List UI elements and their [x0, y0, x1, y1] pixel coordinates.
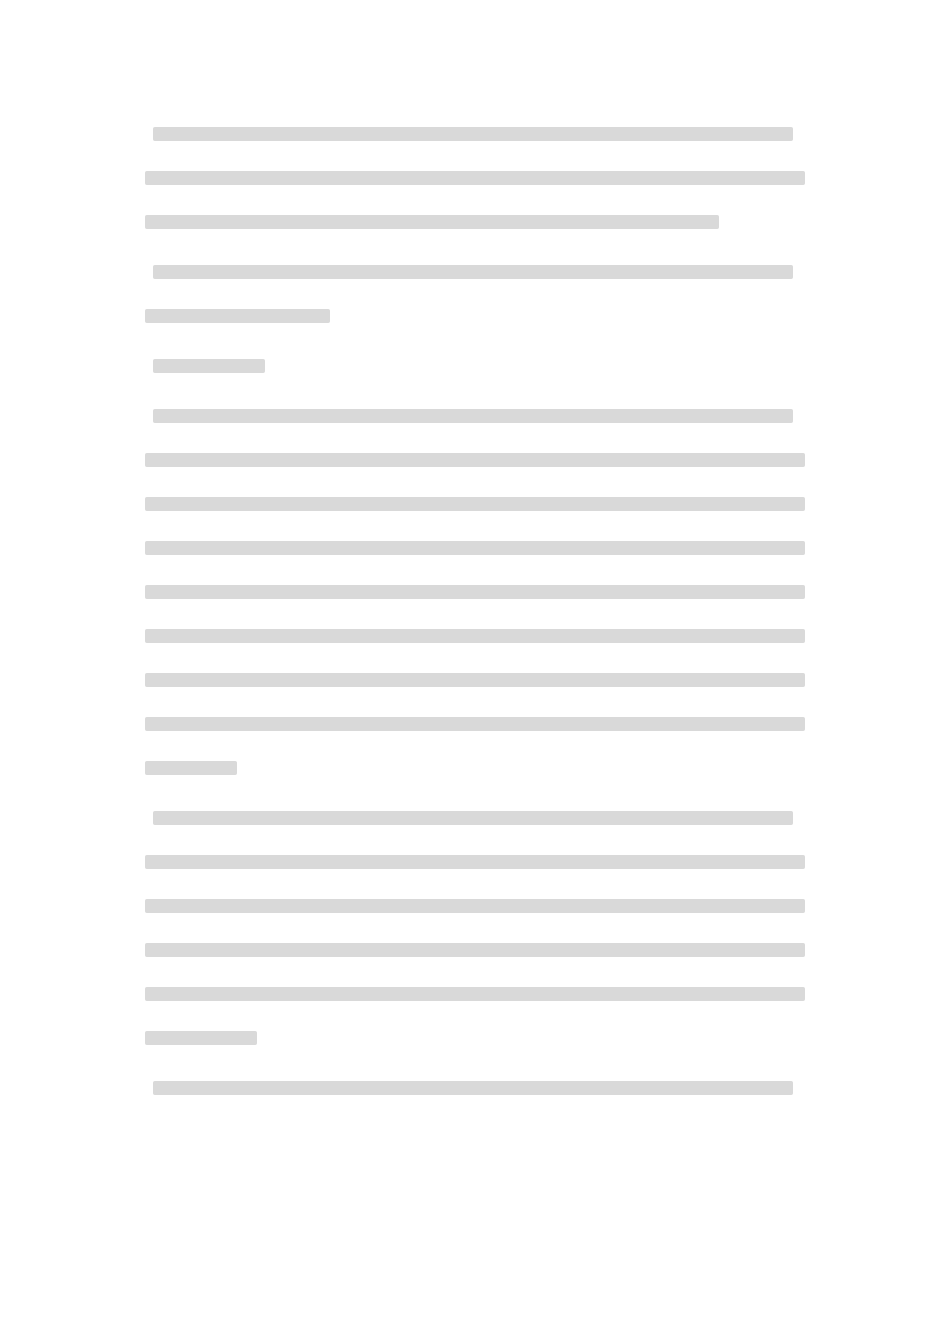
text-line — [145, 1067, 805, 1111]
paragraph-step-one — [145, 113, 805, 245]
text-line — [145, 483, 805, 527]
paragraph-item-two — [145, 797, 805, 1061]
paragraph-step-two — [145, 251, 805, 339]
text-line — [145, 747, 805, 791]
text-line — [145, 439, 805, 483]
text-line — [145, 201, 805, 245]
text-line — [145, 885, 805, 929]
text-line — [145, 571, 805, 615]
section-heading — [145, 345, 805, 389]
text-line — [145, 295, 805, 339]
text-line — [145, 395, 805, 439]
text-line — [145, 797, 805, 841]
paragraph-item-three — [145, 1067, 805, 1111]
text-line — [145, 841, 805, 885]
text-line — [145, 973, 805, 1017]
text-line — [145, 659, 805, 703]
text-line — [145, 615, 805, 659]
text-line — [145, 1017, 805, 1061]
text-line — [145, 113, 805, 157]
text-line — [145, 703, 805, 747]
paragraph-item-one — [145, 395, 805, 791]
text-line — [145, 251, 805, 295]
document-body — [145, 113, 805, 1117]
text-line — [145, 345, 805, 389]
text-line — [145, 157, 805, 201]
text-line — [145, 929, 805, 973]
text-line — [145, 527, 805, 571]
